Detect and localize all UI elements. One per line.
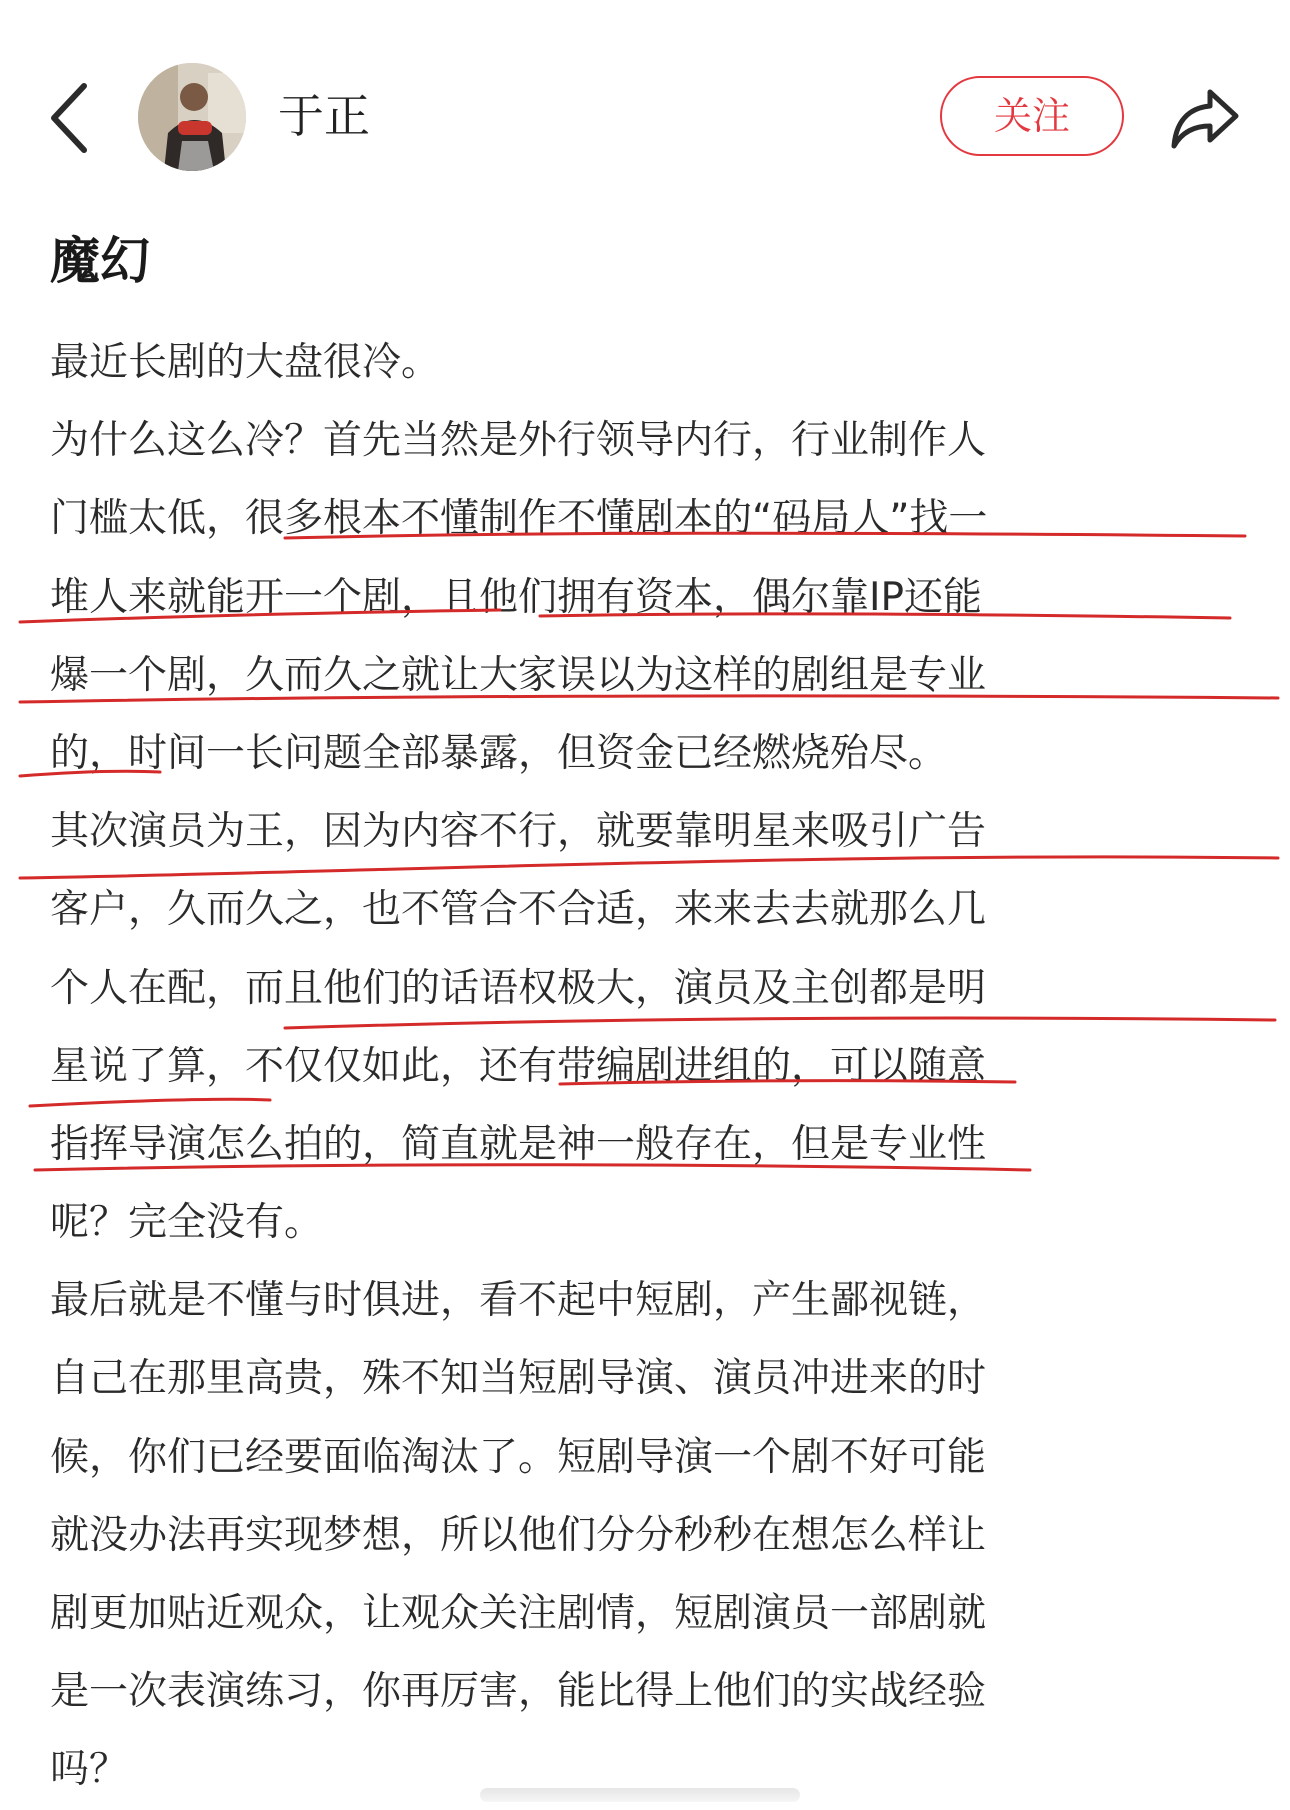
share-arrow-icon [1166,78,1246,158]
body-line: 指挥导演怎么拍的，简直就是神一般存在，但是专业性 [50,1121,987,1167]
body-line: 爆一个剧，久而久之就让大家误以为这样的剧组是专业 [50,652,987,698]
post-header [0,0,1290,230]
body-line: 最后就是不懂与时俱进，看不起中短剧，产生鄙视链， [50,1278,987,1324]
body-line: 为什么这么冷？首先当然是外行领导内行，行业制作人 [50,418,987,464]
body-line: 呢？完全没有。 [50,1200,324,1246]
body-line: 门槛太低，很多根本不懂制作不懂剧本的“码局人”找一 [50,496,988,542]
body-line: 最近长剧的大盘很冷。 [50,340,441,385]
body-line: 个人在配，而且他们的话语权极大，演员及主创都是明 [50,965,987,1011]
post-title: 魔幻 [50,232,150,290]
body-line: 吗？ [50,1747,129,1793]
avatar-image [138,63,246,171]
body-line: 候，你们已经要面临淘汰了。短剧导演一个剧不好可能 [50,1434,987,1480]
body-line: 就没办法再实现梦想，所以他们分分秒秒在想怎么样让 [50,1512,987,1558]
chevron-left-icon [44,78,104,158]
post-body [50,324,1250,1810]
scroll-indicator [480,1788,800,1802]
body-line: 客户，久而久之，也不管合不合适，来来去去就那么几 [50,887,987,933]
back-button[interactable] [44,78,104,158]
author-name[interactable]: 于正 [278,89,370,143]
body-line: 堆人来就能开一个剧，且他们拥有资本，偶尔靠IP还能 [50,574,983,620]
body-line: 的，时间一长问题全部暴露，但资金已经燃烧殆尽。 [50,730,948,776]
body-line: 是一次表演练习，你再厉害，能比得上他们的实战经验 [50,1669,987,1715]
body-line: 自己在那里高贵，殊不知当短剧导演、演员冲进来的时 [50,1356,987,1402]
avatar[interactable] [138,63,246,171]
follow-button[interactable]: 关注 [940,76,1124,156]
share-button[interactable] [1166,78,1246,158]
body-line: 星说了算，不仅仅如此，还有带编剧进组的，可以随意 [50,1043,987,1089]
body-line: 其次演员为王，因为内容不行，就要靠明星来吸引广告 [50,809,987,855]
body-line: 剧更加贴近观众，让观众关注剧情，短剧演员一部剧就 [50,1591,987,1636]
